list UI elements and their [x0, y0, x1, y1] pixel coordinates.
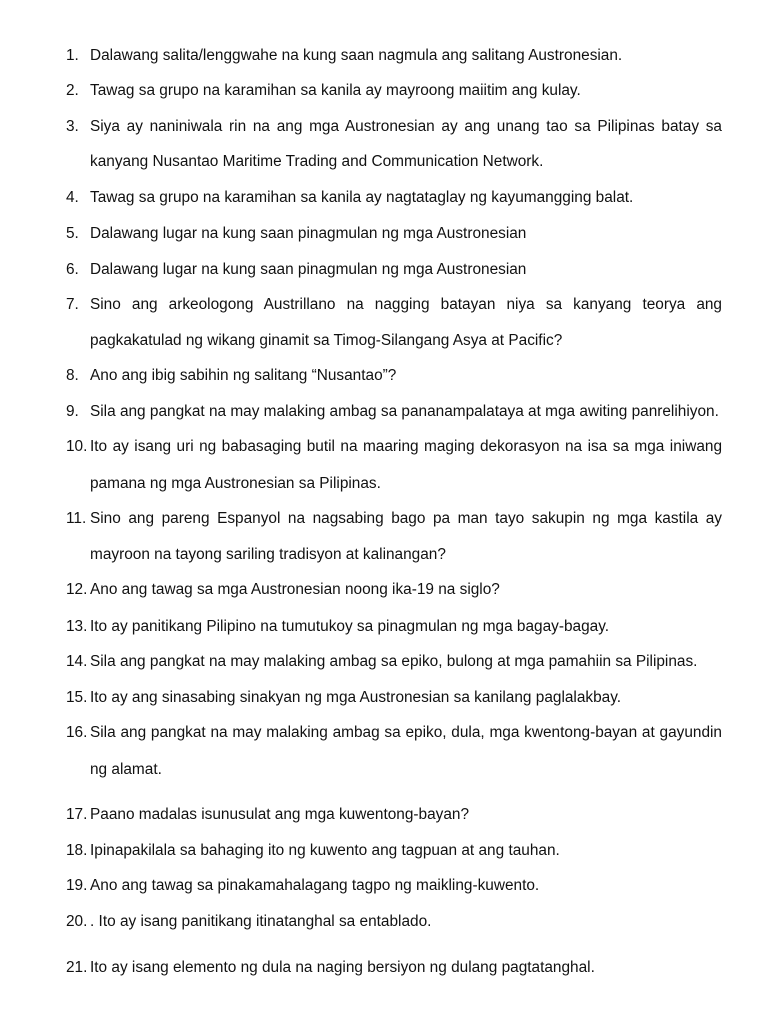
question-number: 6. [66, 261, 79, 278]
question-number: 15. [66, 689, 88, 706]
question-text-line: Dalawang salita/lenggwahe na kung saan nagmula ang salitang Austronesian. [90, 47, 623, 64]
question-number: 18. [66, 842, 88, 859]
question-text-line: pamana ng mga Austronesian sa Pilipinas. [90, 475, 381, 492]
question-text-line: Sino ang pareng Espanyol na nagsabing bago pa man tayo sakupin ng mga kastila ay [90, 510, 722, 527]
question-text-line: Ano ang tawag sa mga Austronesian noong ika-19 na siglo? [90, 581, 500, 598]
question-text-line: Ano ang tawag sa pinakamahalagang tagpo ng maikling-kuwento. [90, 877, 540, 894]
question-number: 21. [66, 959, 88, 976]
question-number: 11. [66, 510, 87, 527]
question-number: 9. [66, 403, 79, 420]
question-text-line: Tawag sa grupo na karamihan sa kanila ay mayroong maiitim ang kulay. [90, 82, 581, 99]
question-number: 2. [66, 82, 79, 99]
question-text-line: kanyang Nusantao Maritime Trading and Communication Network. [90, 153, 544, 170]
question-number: 1. [66, 47, 79, 64]
question-number: 17. [66, 806, 88, 823]
question-number: 5. [66, 225, 79, 242]
question-text-line: Dalawang lugar na kung saan pinagmulan ng mga Austronesian [90, 225, 527, 242]
question-text-line: Ipinapakilala sa bahaging ito ng kuwento ang tagpuan at ang tauhan. [90, 842, 560, 859]
question-text-line: Siya ay naniniwala rin na ang mga Austronesian ay ang unang tao sa Pilipinas batay sa [90, 118, 722, 135]
question-text-line: Tawag sa grupo na karamihan sa kanila ay nagtataglay ng kayumangging balat. [90, 189, 634, 206]
question-text-line: Ito ay panitikang Pilipino na tumutukoy sa pinagmulan ng mga bagay-bagay. [90, 618, 610, 635]
question-text-line: Ano ang ibig sabihin ng salitang “Nusantao”? [90, 367, 397, 384]
question-text-line: Paano madalas isunusulat ang mga kuwentong-bayan? [90, 806, 470, 823]
question-text-line: Sila ang pangkat na may malaking ambag sa epiko, bulong at mga pamahiin sa Pilipinas. [90, 653, 698, 670]
question-text-line: . Ito ay isang panitikang itinatanghal sa entablado. [90, 913, 432, 930]
question-text-line: Sino ang arkeologong Austrillano na nagging batayan niya sa kanyang teorya ang [90, 296, 722, 313]
question-number: 14. [66, 653, 88, 670]
question-number: 3. [66, 118, 79, 135]
question-text-line: mayroon na tayong sariling tradisyon at kalinangan? [90, 546, 446, 563]
question-text-line: Sila ang pangkat na may malaking ambag sa epiko, dula, mga kwentong-bayan at gayundin [90, 724, 722, 741]
question-number: 12. [66, 581, 88, 598]
question-number: 16. [66, 724, 88, 741]
question-text-line: Sila ang pangkat na may malaking ambag sa pananampalataya at mga awiting panrelihiyon. [90, 403, 719, 420]
question-number: 13. [66, 618, 88, 635]
question-number: 20. [66, 913, 88, 930]
question-text-line: Ito ay ang sinasabing sinakyan ng mga Austronesian sa kanilang paglalakbay. [90, 689, 622, 706]
question-number: 10. [66, 438, 88, 455]
question-number: 19. [66, 877, 88, 894]
question-number: 8. [66, 367, 79, 384]
question-number: 7. [66, 296, 79, 313]
question-text-line: pagkakatulad ng wikang ginamit sa Timog-Silangang Asya at Pacific? [90, 332, 563, 349]
question-text-line: Dalawang lugar na kung saan pinagmulan ng mga Austronesian [90, 261, 527, 278]
question-text-line: Ito ay isang elemento ng dula na naging bersiyon ng dulang pagtatanghal. [90, 959, 595, 976]
question-text-line: Ito ay isang uri ng babasaging butil na maaring maging dekorasyon na isa sa mga iniwang [90, 438, 722, 455]
question-number: 4. [66, 189, 79, 206]
question-text-line: ng alamat. [90, 761, 162, 778]
